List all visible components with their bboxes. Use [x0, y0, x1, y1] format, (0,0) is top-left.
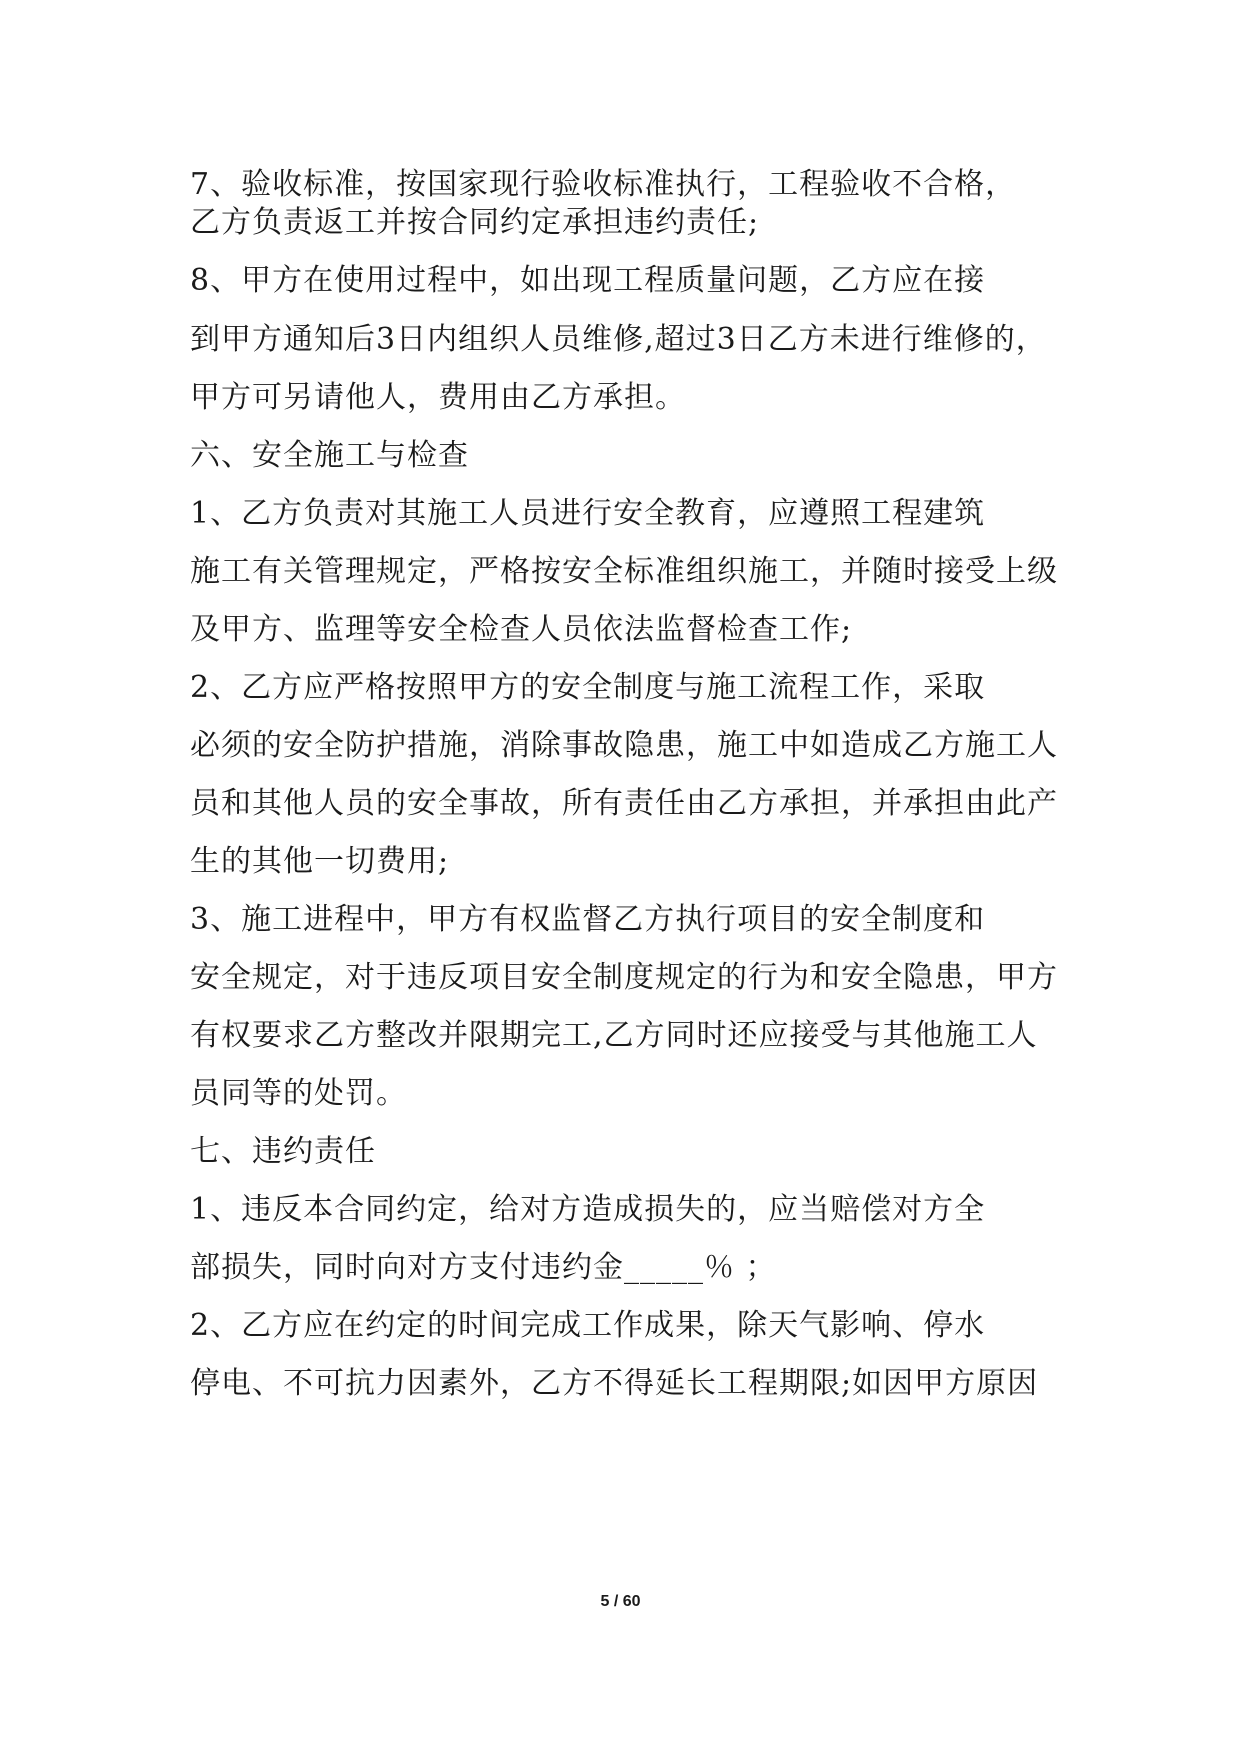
text-line: 8、甲方在使用过程中，如出现工程质量问题，乙方应在接: [190, 263, 986, 298]
text-line: 施工有关管理规定，严格按安全标准组织施工，并随时接受上级: [190, 554, 1058, 589]
text-line: 甲方可另请他人，费用由乙方承担。: [190, 380, 686, 415]
section-heading: 七、违约责任: [190, 1134, 376, 1169]
text-line: 有权要求乙方整改并限期完工,乙方同时还应接受与其他施工人: [190, 1018, 1038, 1053]
text-line: 部损失，同时向对方支付违约金_____％ ；: [190, 1250, 777, 1285]
text-line: 员和其他人员的安全事故，所有责任由乙方承担，并承担由此产: [190, 786, 1058, 821]
text-line: 到甲方通知后3日内组织人员维修,超过3日乙方未进行维修的，: [190, 322, 1047, 357]
text-line: 及甲方、监理等安全检查人员依法监督检查工作;: [190, 612, 853, 647]
text-line: 安全规定，对于违反项目安全制度规定的行为和安全隐患，甲方: [190, 960, 1058, 995]
text-line: 1、违反本合同约定，给对方造成损失的，应当赔偿对方全: [190, 1192, 986, 1227]
text-line: 1、乙方负责对其施工人员进行安全教育，应遵照工程建筑: [190, 496, 986, 531]
page-number: 5 / 60: [600, 1593, 641, 1610]
text-line: 2、乙方应在约定的时间完成工作成果，除天气影响、停水: [190, 1308, 986, 1343]
section-heading: 六、安全施工与检查: [190, 438, 469, 473]
text-line: 7、验收标准，按国家现行验收标准执行，工程验收不合格，: [190, 167, 1017, 202]
text-line: 必须的安全防护措施，消除事故隐患，施工中如造成乙方施工人: [190, 728, 1058, 763]
text-line: 乙方负责返工并按合同约定承担违约责任;: [190, 205, 760, 240]
text-line: 2、乙方应严格按照甲方的安全制度与施工流程工作，采取: [190, 670, 986, 705]
text-line: 停电、不可抗力因素外，乙方不得延长工程期限;如因甲方原因: [190, 1366, 1039, 1401]
text-line: 3、施工进程中，甲方有权监督乙方执行项目的安全制度和: [190, 902, 986, 937]
text-line: 生的其他一切费用;: [190, 844, 450, 879]
text-line: 员同等的处罚。: [190, 1076, 407, 1111]
